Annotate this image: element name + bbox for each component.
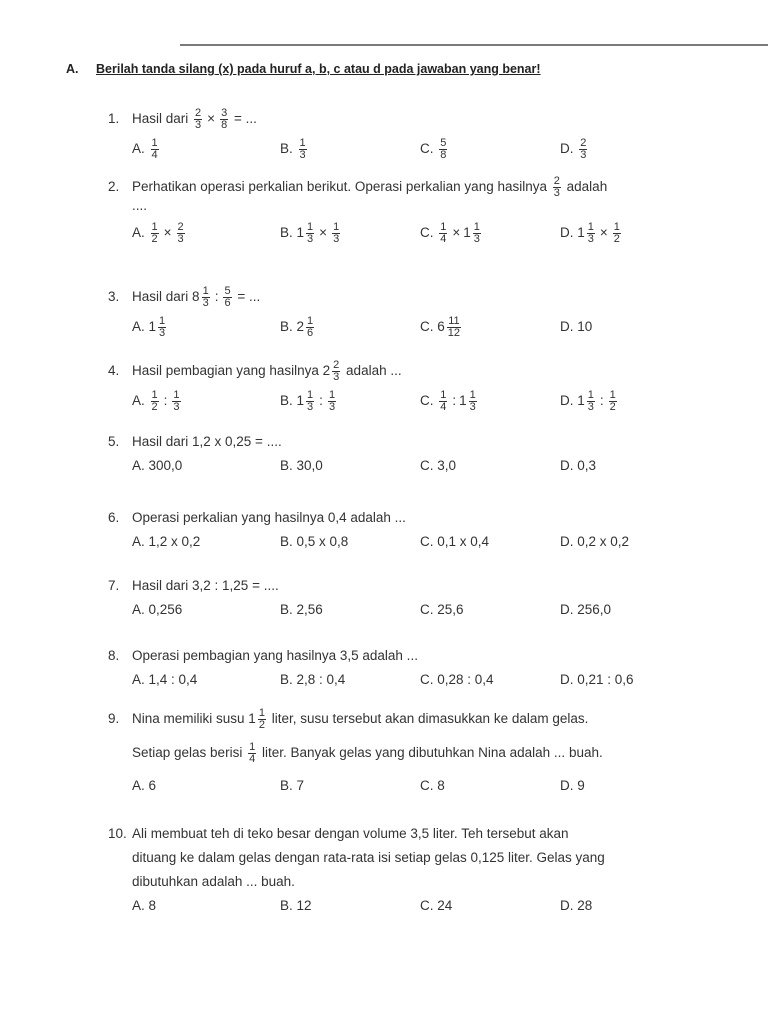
answer-options: [108, 221, 728, 245]
option-c[interactable]: C. 25,6: [420, 602, 464, 617]
option-b[interactable]: B. 0,5 x 0,8: [280, 534, 349, 549]
option-d[interactable]: D. 256,0: [560, 602, 612, 617]
question-9: [108, 706, 728, 798]
option-c[interactable]: C. 6 $\frac{11}{12}$: [420, 314, 461, 339]
option-b[interactable]: B. 2,8 : 0,4: [280, 672, 346, 687]
option-d[interactable]: D. 0,3: [560, 458, 597, 473]
question-5: [108, 432, 728, 478]
option-d[interactable]: D. 9: [560, 778, 585, 793]
option-d[interactable]: D. 1 $\frac{1}{3}$ × $\frac{1}{2}$: [560, 220, 620, 245]
option-d[interactable]: D. 10: [560, 319, 593, 334]
question-stem: 3. Hasil dari 8 $\frac{1}{3}$ : $\frac{5}{6}$ = ...: [108, 285, 261, 309]
option-a[interactable]: A. 6: [132, 778, 157, 793]
option-c[interactable]: C. 0,28 : 0,4: [420, 672, 494, 687]
question-stem: 6. Operasi perkalian yang hasilnya 0,4 adalah ...: [108, 510, 406, 525]
option-c[interactable]: C. $\frac{1}{4}$ × 1 $\frac{1}{3}$: [420, 220, 480, 245]
option-b[interactable]: B. 7: [280, 778, 305, 793]
answer-options: [108, 315, 728, 339]
option-c[interactable]: C. $\frac{1}{4}$ : 1 $\frac{1}{3}$: [420, 388, 476, 413]
question-stem: 9. Nina memiliki susu 1 $\frac{1}{2}$ liter, susu tersebut akan dimasukkan ke dalam gelas.: [108, 706, 589, 731]
top-rule: [180, 44, 768, 46]
option-d[interactable]: D. 0,2 x 0,2: [560, 534, 630, 549]
section-instruction: Berilah tanda silang (x) pada huruf a, b, c atau d pada jawaban yang benar!: [96, 62, 541, 76]
option-b[interactable]: B. 12: [280, 898, 312, 913]
option-a[interactable]: A. 1 $\frac{1}{3}$: [132, 314, 166, 339]
option-b[interactable]: B. 2,56: [280, 602, 323, 617]
option-a[interactable]: A. 1,4 : 0,4: [132, 672, 198, 687]
section-heading: [66, 62, 541, 76]
option-b[interactable]: B. $\frac{1}{3}$: [280, 136, 306, 161]
option-b[interactable]: B. 1 $\frac{1}{3}$ : $\frac{1}{3}$: [280, 388, 336, 413]
question-stem-line-2: Setiap gelas berisi $\frac{1}{4}$ liter. Banyak gelas yang dibutuhkan Nina adalah ... buah.: [132, 740, 603, 765]
question-10: 10. Ali membuat teh di teko besar dengan volume 3,5 liter. Teh tersebut akan dituang ke dalam gelas dengan rata-rata isi setiap gelas 0,125 liter. Gelas yang dibutuhkan adalah ... buah. A. 8 B. 12 C. 24 D. 28: [108, 822, 728, 918]
fraction: $\frac{2}{3}$: [195, 107, 202, 131]
answer-options: [108, 668, 728, 692]
option-a[interactable]: A. 1,2 x 0,2: [132, 534, 201, 549]
option-b[interactable]: B. 1 $\frac{1}{3}$ × $\frac{1}{3}$: [280, 220, 340, 245]
answer-options: [108, 454, 728, 478]
question-stem: 7. Hasil dari 3,2 : 1,25 = ....: [108, 578, 279, 593]
question-stem: 10. Ali membuat teh di teko besar dengan volume 3,5 liter. Teh tersebut akan: [108, 826, 569, 841]
option-d[interactable]: D. 28: [560, 898, 593, 913]
question-stem: 8. Operasi pembagian yang hasilnya 3,5 adalah ...: [108, 648, 418, 663]
option-b[interactable]: B. 2 $\frac{1}{6}$: [280, 314, 314, 339]
question-4: [108, 360, 728, 413]
option-c[interactable]: C. 3,0: [420, 458, 457, 473]
question-1: [108, 108, 728, 161]
option-d[interactable]: D. $\frac{2}{3}$: [560, 136, 587, 161]
question-7: [108, 576, 728, 622]
option-a[interactable]: A. $\frac{1}{4}$: [132, 136, 158, 161]
question-stem: 2. Perhatikan operasi perkalian berikut. Operasi perkalian yang hasilnya $\frac{2}{3}$ adalah: [108, 175, 608, 199]
answer-options: [108, 894, 728, 918]
question-3: [108, 286, 728, 339]
answer-options: [108, 774, 728, 798]
option-a[interactable]: A. $\frac{1}{2}$ : $\frac{1}{3}$: [132, 388, 180, 413]
option-a[interactable]: A. 8: [132, 898, 157, 913]
section-number: A.: [66, 62, 79, 76]
option-d[interactable]: D. 0,21 : 0,6: [560, 672, 634, 687]
option-c[interactable]: C. 24: [420, 898, 453, 913]
answer-options: [108, 389, 728, 413]
question-stem: 4. Hasil pembagian yang hasilnya 2 $\frac{2}{3}$ adalah ...: [108, 359, 402, 383]
option-c[interactable]: C. 8: [420, 778, 445, 793]
option-d[interactable]: D. 1 $\frac{1}{3}$ : $\frac{1}{2}$: [560, 388, 616, 413]
question-stem: 1. Hasil dari $\frac{2}{3}$ × $\frac{3}{8}$ = ...: [108, 107, 257, 131]
option-c[interactable]: C. $\frac{5}{8}$: [420, 136, 447, 161]
question-6: [108, 508, 728, 554]
answer-options: [108, 137, 728, 161]
option-c[interactable]: C. 0,1 x 0,4: [420, 534, 490, 549]
option-a[interactable]: A. 300,0: [132, 458, 183, 473]
option-a[interactable]: A. 0,256: [132, 602, 183, 617]
answer-options: [108, 530, 728, 554]
option-a[interactable]: A. $\frac{1}{2}$ × $\frac{2}{3}$: [132, 220, 184, 245]
question-8: [108, 646, 728, 692]
question-2: 2. Perhatikan operasi perkalian berikut. Operasi perkalian yang hasilnya $\frac{2}{3}$ adalah .... A. $\frac{1}{2}$ × $\frac{2}{3}$ B. 1 $\frac{1}{3}$ × $\frac{1}{3}$ C. $\frac{1}{4}$ × 1 $\frac{1}{3}$ D. 1 $\frac{1}{3}$ × $\frac{1}{2}$: [108, 176, 728, 245]
option-b[interactable]: B. 30,0: [280, 458, 323, 473]
answer-options: [108, 598, 728, 622]
question-stem: 5. Hasil dari 1,2 x 0,25 = ....: [108, 434, 282, 449]
fraction: $\frac{3}{8}$: [221, 107, 228, 131]
